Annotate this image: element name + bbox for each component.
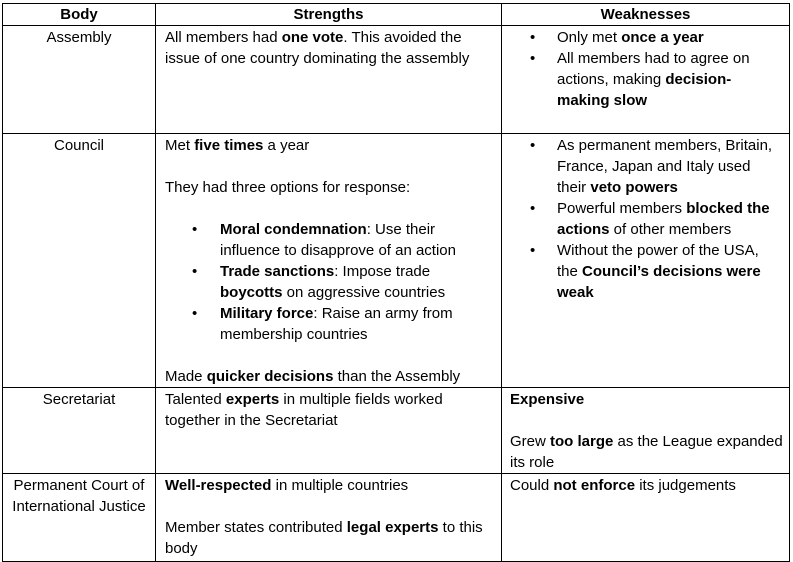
response-options-list (165, 219, 495, 345)
strength-text: Met five times a year (165, 137, 310, 154)
list-item: • Military force: Raise an army from membership countries (165, 303, 495, 345)
strength-text: Talented experts in multiple fields worked together in the Secretariat (165, 391, 443, 429)
body-cell: Secretariat (3, 388, 156, 474)
emphasis-text: experts (225, 391, 280, 408)
header-body: Body (3, 4, 156, 26)
emphasis-text: Trade sanctions (220, 263, 335, 280)
list-item: • Only met once a year (511, 27, 783, 48)
emphasis-text: Military force (220, 305, 314, 322)
body-cell: Permanent Court of International Justice (3, 474, 156, 562)
strengths-cell (156, 388, 502, 474)
strength-text: Member states contributed legal experts to this body (165, 519, 483, 557)
weakness-list (511, 27, 783, 111)
body-cell: Assembly (3, 26, 156, 134)
emphasis-text: decision-making slow (557, 71, 732, 109)
header-strengths: Strengths (156, 4, 502, 26)
weaknesses-cell (502, 134, 790, 388)
weakness-text: Could not enforce its judgements (510, 477, 736, 494)
header-weaknesses: Weaknesses (502, 4, 790, 26)
list-item: • As permanent members, Britain, France, Japan and Italy used their veto powers (511, 135, 783, 198)
list-item: • Trade sanctions: Impose trade boycotts on aggressive countries (165, 261, 495, 303)
table-row (3, 474, 790, 562)
league-bodies-table (2, 3, 790, 562)
header-row (3, 4, 790, 26)
strength-text: They had three options for response: (165, 179, 411, 196)
emphasis-text: veto powers (590, 179, 678, 196)
weakness-text (510, 389, 783, 410)
list-item: • Moral condemnation: Use their influence to disapprove of an action (165, 219, 495, 261)
emphasis-text: one vote (281, 29, 344, 46)
table-row (3, 26, 790, 134)
weakness-text: Grew too large as the League expanded its role (510, 433, 783, 471)
list-item: • All members had to agree on actions, making decision-making slow (511, 48, 783, 111)
emphasis-text: boycotts (220, 284, 283, 301)
emphasis-text: blocked the actions (557, 200, 770, 238)
weaknesses-cell (502, 474, 790, 562)
weakness-list (511, 135, 783, 303)
strength-text: All members had one vote. This avoided the issue of one country dominating the assembly (165, 29, 470, 67)
strength-text: Made quicker decisions than the Assembly (165, 368, 461, 385)
emphasis-text: too large (550, 433, 614, 450)
emphasis-text: not enforce (553, 477, 636, 494)
strengths-cell (156, 26, 502, 134)
table-row (3, 134, 790, 388)
emphasis-text: legal experts (346, 519, 439, 536)
strengths-cell (156, 474, 502, 562)
emphasis-text: Well-respected (165, 477, 272, 494)
emphasis-text: Moral condemnation (220, 221, 367, 238)
emphasis-text: once a year (621, 29, 704, 46)
list-item: • Powerful members blocked the actions of other members (511, 198, 783, 240)
table-row (3, 388, 790, 474)
emphasis-text: Expensive (510, 391, 585, 408)
weaknesses-cell (502, 388, 790, 474)
strength-text: Well-respected in multiple countries (165, 477, 409, 494)
emphasis-text: quicker decisions (206, 368, 334, 385)
emphasis-text: five times (194, 137, 264, 154)
list-item: • Without the power of the USA, the Council’s decisions were weak (511, 240, 783, 303)
weaknesses-cell (502, 26, 790, 134)
body-cell: Council (3, 134, 156, 388)
emphasis-text: Council’s decisions were weak (557, 263, 761, 301)
strengths-cell (156, 134, 502, 388)
